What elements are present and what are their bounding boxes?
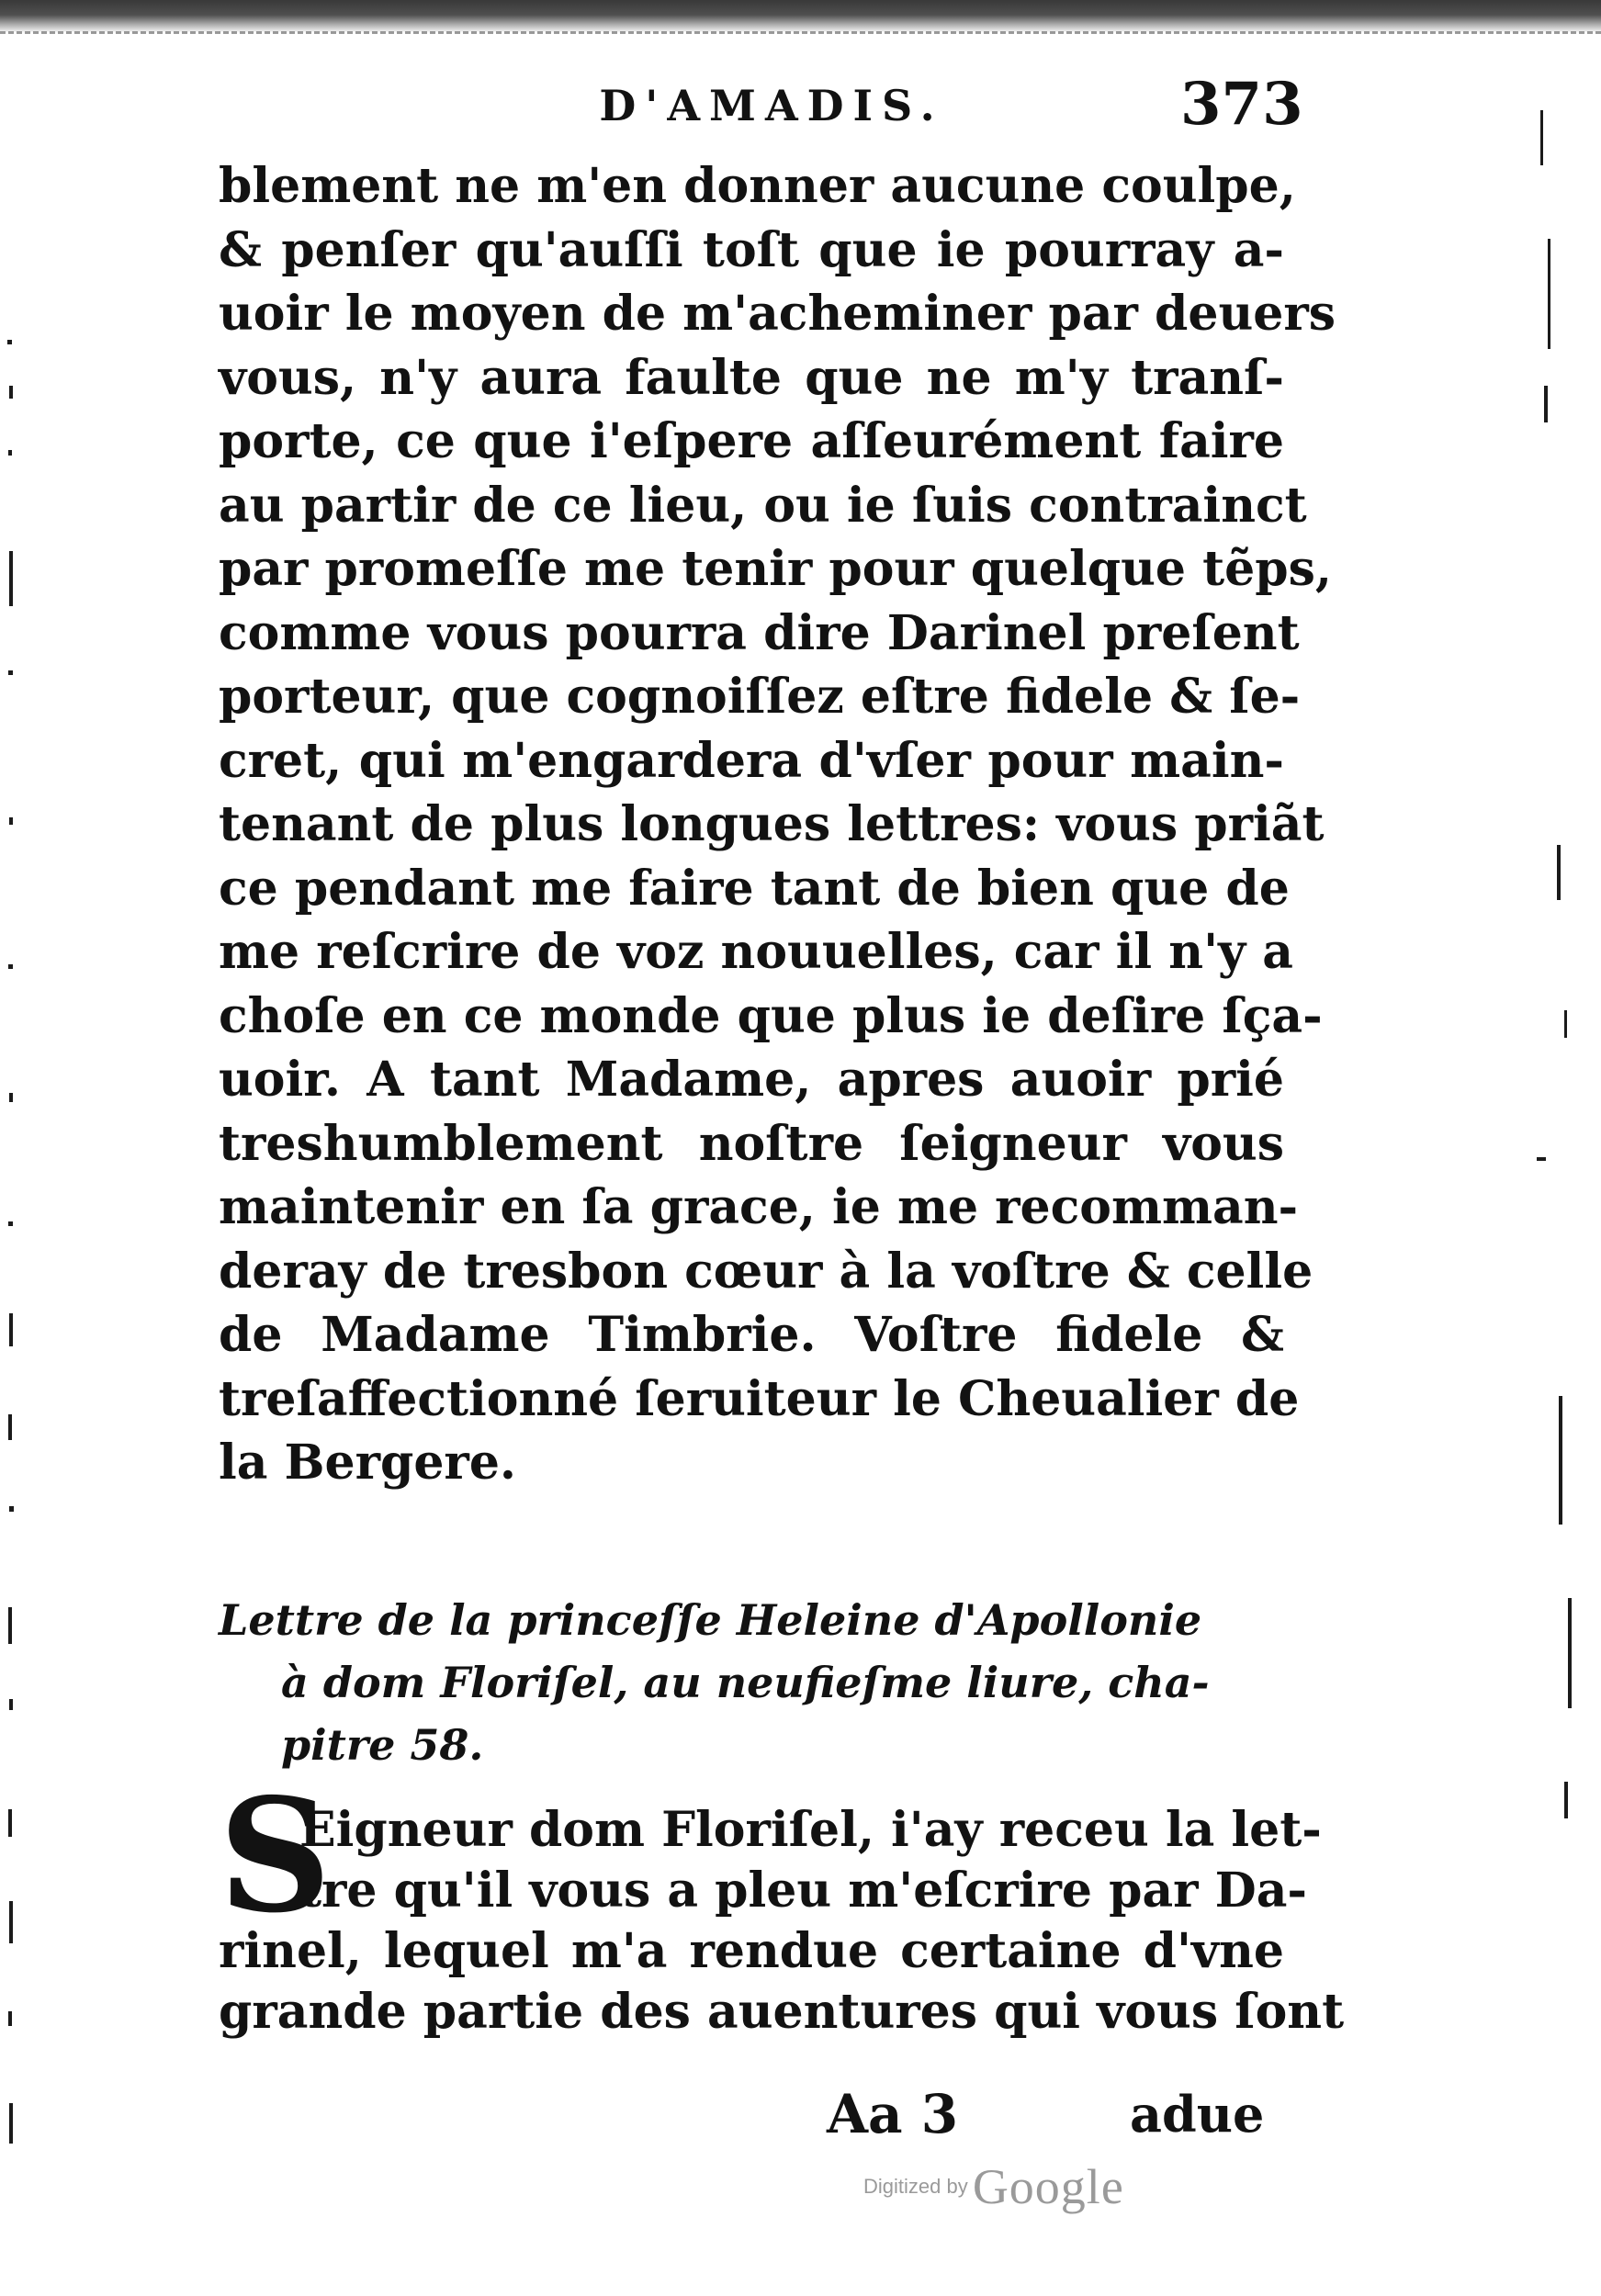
- text-line: uoir le moyen de m'acheminer par deuers: [219, 286, 1336, 342]
- text-line: rinel, lequel m'a rendue certaine d'vne: [219, 1923, 1284, 1979]
- signature-mark: Aa 3: [827, 2083, 959, 2145]
- text-line: blement ne m'en donner aucune coulpe,: [219, 158, 1296, 214]
- text-line: deray de tresbon cœur à la voſtre & celle: [219, 1243, 1313, 1300]
- text-line: Eigneur dom Floriſel, i'ay receu la let-: [299, 1802, 1322, 1858]
- letter-text: [219, 1764, 1345, 2043]
- text-line: ce pendant me faire tant de bien que de: [219, 860, 1290, 917]
- scan-edge-line: [0, 31, 1601, 41]
- text-line: tre qu'il vous a pleu m'eſcrire par Da-: [299, 1863, 1308, 1919]
- text-line: vous, n'y aura faulte que ne m'y tranſ-: [219, 349, 1284, 406]
- watermark-brand: Google: [972, 2159, 1124, 2214]
- text-line: porteur, que cognoiſſez eſtre fidele & ſe-: [219, 669, 1301, 725]
- text-line: cret, qui m'engardera d'vſer pour main-: [219, 732, 1284, 789]
- heading-line: Lettre de la princeſſe Heleine d'Apollonie: [219, 1595, 1202, 1645]
- text-line: maintenir en ſa grace, ie me recomman-: [219, 1179, 1299, 1235]
- text-line: treshumblement noſtre ſeigneur vous: [219, 1115, 1284, 1172]
- text-line: par promeſſe me tenir pour quelque tẽps,: [219, 541, 1332, 597]
- letter-heading: [219, 1589, 1211, 1776]
- heading-line: à dom Floriſel, au neufieſme liure, cha-: [281, 1658, 1210, 1707]
- left-gutter-marks: [0, 303, 28, 2186]
- text-line: la Bergere.: [219, 1435, 517, 1491]
- text-line: uoir. A tant Madame, apres auoir prié: [219, 1052, 1284, 1108]
- right-gutter-marks: [1520, 110, 1584, 1837]
- text-line: porte, ce que i'eſpere aſſeurément faire: [219, 413, 1284, 469]
- page-number: 373: [1180, 70, 1303, 139]
- heading-line: pitre 58.: [281, 1720, 484, 1770]
- body-text: [219, 154, 1336, 1495]
- text-line: tenant de plus longues lettres: vous priãt: [219, 796, 1325, 852]
- running-head: D'AMADIS.: [599, 81, 944, 130]
- text-line: comme vous pourra dire Darinel preſent: [219, 604, 1300, 661]
- text-line: au partir de ce lieu, ou ie ſuis contrainct: [219, 477, 1307, 534]
- digitization-watermark: [863, 2158, 1212, 2223]
- text-line: grande partie des auentures qui vous ſont: [219, 1984, 1345, 2040]
- text-line: treſaffectionné ſeruiteur le Cheualier de: [219, 1370, 1300, 1427]
- scan-edge-shadow: [0, 0, 1601, 33]
- text-line: de Madame Timbrie. Voſtre fidele &: [219, 1307, 1284, 1363]
- catchword: adue: [1130, 2085, 1265, 2144]
- watermark-prefix: Digitized by: [863, 2175, 968, 2198]
- text-line: choſe en ce monde que plus ie deſire ſça-: [219, 987, 1323, 1044]
- text-line: me reſcrire de voz nouuelles, car il n'y a: [219, 924, 1293, 980]
- drop-capital: S: [219, 1764, 332, 1948]
- text-line: & penſer qu'auſſi toſt que ie pourray a-: [219, 221, 1284, 278]
